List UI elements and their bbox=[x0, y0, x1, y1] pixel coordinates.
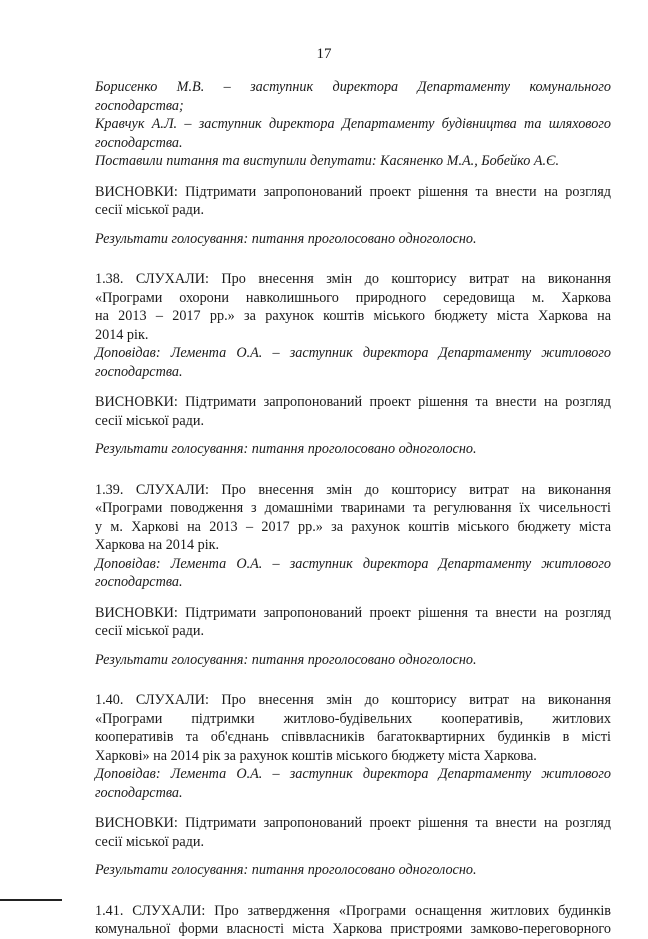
page-number: 17 bbox=[316, 46, 332, 62]
text-line: ВИСНОВКИ: Підтримати запропонований проект рішення та внести на розгляд bbox=[95, 183, 611, 200]
text-line: Доповідав: Лемента О.А. – заступник директора Департаменту житлового bbox=[95, 555, 611, 572]
text-line: сесії міської ради. bbox=[95, 202, 205, 218]
text-line: кооперативів та об'єднань співвласників багатоквартирних будинків в місті bbox=[95, 729, 611, 745]
report bbox=[95, 555, 611, 592]
text-line: господарства. bbox=[95, 574, 183, 590]
text-line: «Програми поводження з домашніми тваринами та регулювання їх чисельності bbox=[95, 500, 611, 516]
conclusion bbox=[95, 183, 611, 220]
report bbox=[95, 765, 611, 802]
text-line: господарства. bbox=[95, 363, 183, 380]
text-line: Борисенко М.В. – заступник директора Департаменту комунального bbox=[95, 79, 611, 95]
agenda-item-1-41 bbox=[95, 902, 611, 939]
conclusion bbox=[95, 393, 611, 430]
text-line: «Програми охорони навколишнього природного середовища м. Харкова bbox=[95, 289, 611, 306]
text-line: ВИСНОВКИ: Підтримати запропонований проект рішення та внести на розгляд bbox=[95, 815, 611, 831]
text-line: господарства. bbox=[95, 784, 183, 801]
text-line: господарства; bbox=[95, 97, 184, 114]
text-line: 1.39. СЛУХАЛИ: Про внесення змін до кошторису витрат на виконання bbox=[95, 481, 611, 498]
text-line: 1.40. СЛУХАЛИ: Про внесення змін до кошторису витрат на виконання bbox=[95, 692, 611, 708]
vote-result: Результати голосування: питання проголосовано одноголосно. bbox=[95, 441, 477, 457]
vote-result: Результати голосування: питання проголосовано одноголосно. bbox=[95, 230, 477, 247]
document-body bbox=[95, 78, 611, 939]
text-line: у м. Харкові на 2013 – 2017 рр.» за рахунок коштів міського бюджету міста bbox=[95, 518, 611, 535]
text-line: 2014 рік. bbox=[95, 326, 149, 343]
agenda-item-1-39 bbox=[95, 481, 611, 670]
text-line: на 2013 – 2017 рр.» за рахунок коштів міського бюджету міста Харкова на bbox=[95, 308, 611, 324]
text-line: 1.38. СЛУХАЛИ: Про внесення змін до кошторису витрат на виконання bbox=[95, 271, 611, 287]
text-line: Доповідав: Лемента О.А. – заступник директора Департаменту житлового bbox=[95, 766, 611, 782]
text-line: «Програми підтримки житлово-будівельних кооперативів, житлових bbox=[95, 710, 611, 727]
text-line: Доповідав: Лемента О.А. – заступник директора Департаменту житлового bbox=[95, 345, 611, 361]
speakers-list bbox=[95, 78, 611, 171]
text-line: Харкова на 2014 рік. bbox=[95, 537, 220, 553]
text-line: комунальної форми власності міста Харкова пристроями замково-переговорного bbox=[95, 921, 611, 937]
text-line: ВИСНОВКИ: Підтримати запропонований проект рішення та внести на розгляд bbox=[95, 604, 611, 621]
text-line: Харкові» на 2014 рік за рахунок коштів міського бюджету міста Харкова. bbox=[95, 747, 537, 764]
agenda-item-1-38 bbox=[95, 270, 611, 459]
vote-result: Результати голосування: питання проголосовано одноголосно. bbox=[95, 862, 477, 878]
text-line: господарства. bbox=[95, 134, 183, 151]
conclusion bbox=[95, 814, 611, 851]
text-line: Поставили питання та виступили депутати: Касяненко М.А., Бобейко А.Є. bbox=[95, 153, 560, 169]
report bbox=[95, 344, 611, 381]
text-line: сесії міської ради. bbox=[95, 833, 205, 850]
footnote-divider bbox=[0, 899, 62, 901]
vote-result: Результати голосування: питання проголосовано одноголосно. bbox=[95, 651, 477, 668]
text-line: 1.41. СЛУХАЛИ: Про затвердження «Програми оснащення житлових будинків bbox=[95, 902, 611, 919]
text-line: Кравчук А.Л. – заступник директора Департаменту будівництва та шляхового bbox=[95, 116, 611, 132]
text-line: сесії міської ради. bbox=[95, 412, 205, 429]
agenda-item-1-40 bbox=[95, 691, 611, 880]
text-line: сесії міської ради. bbox=[95, 623, 205, 639]
text-line: ВИСНОВКИ: Підтримати запропонований проект рішення та внести на розгляд bbox=[95, 394, 611, 410]
conclusion bbox=[95, 604, 611, 641]
